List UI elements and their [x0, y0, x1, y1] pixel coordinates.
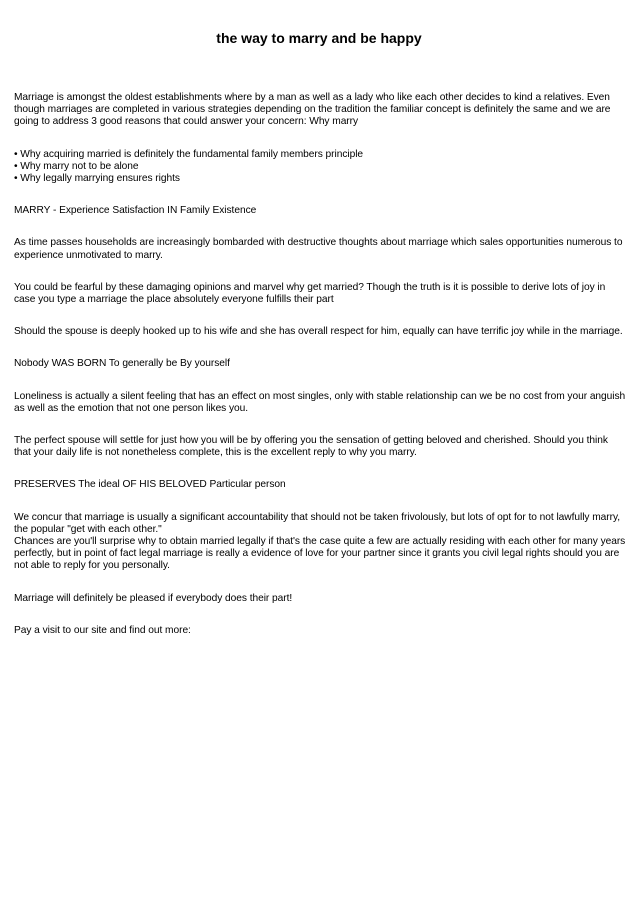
- paragraph-accountability-part1: We concur that marriage is usually a significant accountability that should not be taken frivolously, but lots of opt for to not lawfully marry, the popular "get with each other.": [14, 511, 621, 535]
- paragraph-spouse: Should the spouse is deeply hooked up to his wife and she has overall respect for him, equally can have terrific joy while in the marriage.: [14, 326, 623, 338]
- paragraph-fearful: You could be fearful by these damaging opinions and marvel why get married? Though the truth is it is possible to derive lots of joy in case you type a marriage the place absolutely everyone fulfills their part: [14, 281, 606, 306]
- reasons-list: [14, 149, 626, 186]
- section-heading-alone: Nobody WAS BORN To generally be By yourself: [14, 358, 230, 370]
- list-item: • Why marry not to be alone: [14, 160, 139, 172]
- page-title: the way to marry and be happy: [216, 30, 422, 46]
- paragraph-pleased: Marriage will definitely be pleased if everybody does their part!: [14, 592, 293, 604]
- intro-paragraph: Marriage is amongst the oldest establishments where by a man as well as a lady who like each other decides to kind a relatives. Even though marriages are completed in various strategies depending on the tradition the familiar concept is definitely the same and we are going to address 3 good reasons that could answer your concern: Why marry: [14, 92, 611, 128]
- paragraph-accountability-part2: Chances are you'll surprise why to obtain married legally if that's the case quite a few are actually residing with each other for many years perfectly, but in point of fact legal marriage is really a evidence of love for your partner since it grants you civil legal rights should you are not able to reply for you personally.: [14, 536, 626, 572]
- paragraph-perfect-spouse: The perfect spouse will settle for just how you will be by offering you the sensation of getting beloved and cherished. Should you think that your daily life is not nonetheless complete, this is the excellent reply to why you marry.: [14, 435, 608, 459]
- document-body: [14, 92, 626, 657]
- list-item: • Why acquiring married is definitely the fundamental family members principle: [14, 148, 364, 160]
- section-heading-family: MARRY - Experience Satisfaction IN Family Existence: [14, 205, 257, 217]
- paragraph-visit-site: Pay a visit to our site and find out more:: [14, 624, 191, 636]
- paragraph-loneliness: Loneliness is actually a silent feeling that has an effect on most singles, only with stable relationship can we be no cost from your anguish as well as the emotion that not one person likes you.: [14, 390, 626, 414]
- section-heading-beloved: PRESERVES The ideal OF HIS BELOVED Particular person: [14, 479, 286, 491]
- paragraph-accountability: [14, 512, 626, 573]
- paragraph-households: As time passes households are increasingly bombarded with destructive thoughts about marriage which sales opportunities numerous to experience unmotivated to marry.: [14, 237, 623, 261]
- list-item: • Why legally marrying ensures rights: [14, 173, 180, 185]
